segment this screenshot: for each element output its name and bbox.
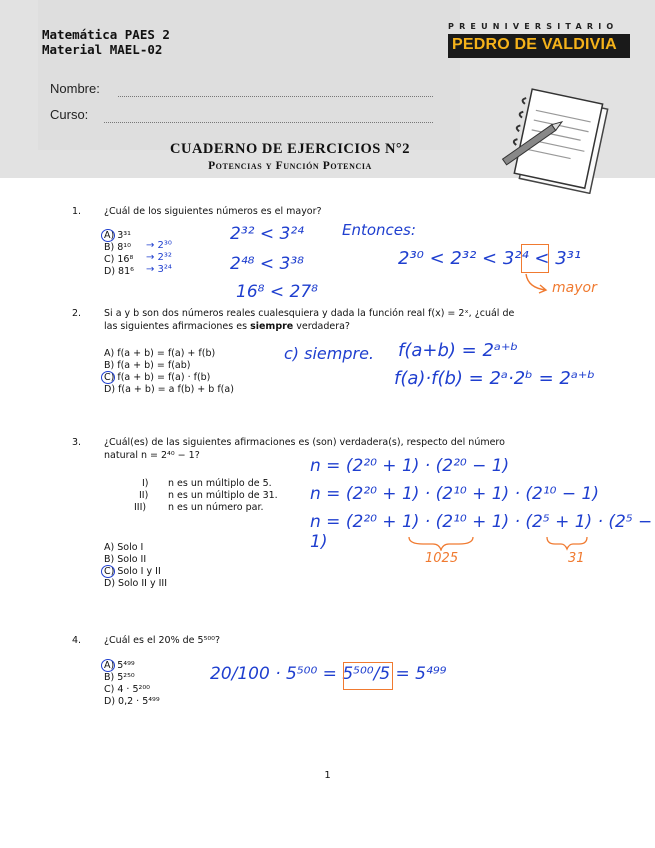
option-c: C) 4 · 5²⁰⁰ [104, 684, 150, 695]
question-number: 3. [72, 437, 82, 448]
question-number: 2. [72, 308, 82, 319]
option-c: C) 16⁸ [104, 254, 134, 265]
page-subtitle: Potencias y Función Potencia [208, 160, 372, 172]
option-b: B) 5²⁵⁰ [104, 672, 135, 683]
question-text: ¿Cuál de los siguientes números es el mayor? [104, 206, 322, 217]
selected-answer-circle [101, 229, 115, 242]
handwriting-compare-1: 2³² < 3²⁴ [230, 224, 304, 244]
arrow-icon [520, 272, 550, 294]
statement-text: n es un número par. [168, 502, 264, 513]
option-a: A) Solo I [104, 542, 144, 553]
question-text-line1: Si a y b son dos números reales cualesquiera y dada la función real f(x) = 2ˣ, ¿cuál de [104, 308, 515, 319]
mayor-annotation: mayor [552, 280, 597, 296]
handwriting-step-1: f(a+b) = 2ᵃ⁺ᵇ [398, 340, 519, 361]
header-band [38, 0, 460, 150]
handwriting-step-2: n = (2²⁰ + 1) · (2¹⁰ + 1) · (2¹⁰ − 1) [310, 484, 599, 504]
note-c: → 2³² [146, 252, 172, 263]
handwriting-compare-2: 2⁴⁸ < 3³⁸ [230, 254, 304, 274]
name-label: Nombre: [50, 81, 100, 96]
selected-answer-circle [101, 565, 115, 578]
option-d: D) 81⁶ [104, 266, 134, 277]
question-text-line1: ¿Cuál(es) de las siguientes afirmaciones es (son) verdadera(s), respecto del número [104, 437, 505, 448]
header-notch [50, 150, 98, 170]
statement-roman: I) [142, 478, 149, 489]
option-d: D) 0,2 · 5⁴⁹⁹ [104, 696, 160, 707]
note-b: → 2³⁰ [146, 240, 172, 251]
course-label: Curso: [50, 107, 89, 122]
question-text: ¿Cuál es el 20% de 5⁵⁰⁰? [104, 635, 221, 646]
page-number: 1 [324, 770, 331, 781]
annotation-31: 31 [568, 551, 585, 566]
handwriting-step-2: f(a)·f(b) = 2ᵃ·2ᵇ = 2ᵃ⁺ᵇ [394, 368, 596, 389]
brand-tagline: PREUNIVERSITARIO [448, 22, 619, 31]
handwriting-answer: c) siempre. [284, 344, 374, 363]
brand-name: PEDRO DE VALDIVIA [452, 36, 617, 53]
statement-text: n es un múltiplo de 5. [168, 478, 272, 489]
course-line [104, 121, 433, 123]
annotation-1025: 1025 [425, 551, 459, 566]
option-a: A) 5⁴⁹⁹ [104, 660, 135, 671]
option-d: D) f(a + b) = a f(b) + b f(a) [104, 384, 234, 395]
answer-highlight-box [521, 244, 549, 273]
question-number: 1. [72, 206, 82, 217]
handwriting-compare-3: 16⁸ < 27⁸ [236, 282, 318, 302]
option-d: D) Solo II y III [104, 578, 168, 589]
handwriting-step-1: n = (2²⁰ + 1) · (2²⁰ − 1) [310, 456, 510, 476]
statement-roman: III) [134, 502, 147, 513]
option-b: B) Solo II [104, 554, 147, 565]
answer-highlight-box [343, 662, 393, 690]
statement-text: n es un múltiplo de 31. [168, 490, 278, 501]
underbrace-icons [405, 535, 595, 551]
statement-roman: II) [139, 490, 149, 501]
course-title: Matemática PAES 2 [42, 27, 170, 42]
handwriting-calculation: 20/100 · 5⁵⁰⁰ = 5⁵⁰⁰/5 = 5⁴⁹⁹ [210, 664, 447, 684]
selected-answer-circle [101, 659, 115, 672]
handwriting-entonces: Entonces: [342, 221, 416, 239]
material-code: Material MAEL-02 [42, 42, 163, 57]
question-text-line2: natural n = 2⁴⁰ − 1? [104, 450, 200, 461]
handwriting-conclusion: 2³⁰ < 2³² < 3²⁴ < 3³¹ [398, 248, 582, 269]
handwriting-step-3: n = (2²⁰ + 1) · (2¹⁰ + 1) · (2⁵ + 1) · (2⁵ − 1) [310, 512, 653, 552]
option-a: A) f(a + b) = f(a) + f(b) [104, 348, 216, 359]
option-b: B) 8¹⁰ [104, 242, 131, 253]
name-line [118, 95, 433, 97]
page-title: CUADERNO DE EJERCICIOS N°2 [170, 141, 410, 157]
question-text-line2: las siguientes afirmaciones es siempre verdadera? [104, 321, 350, 332]
option-c: C) f(a + b) = f(a) · f(b) [104, 372, 211, 383]
question-number: 4. [72, 635, 82, 646]
option-c: C) Solo I y II [104, 566, 161, 577]
selected-answer-circle [101, 371, 115, 384]
option-b: B) f(a + b) = f(ab) [104, 360, 191, 371]
option-a: A) 3³¹ [104, 230, 131, 241]
notebook-icon [500, 86, 622, 194]
note-d: → 3²⁴ [146, 264, 172, 275]
